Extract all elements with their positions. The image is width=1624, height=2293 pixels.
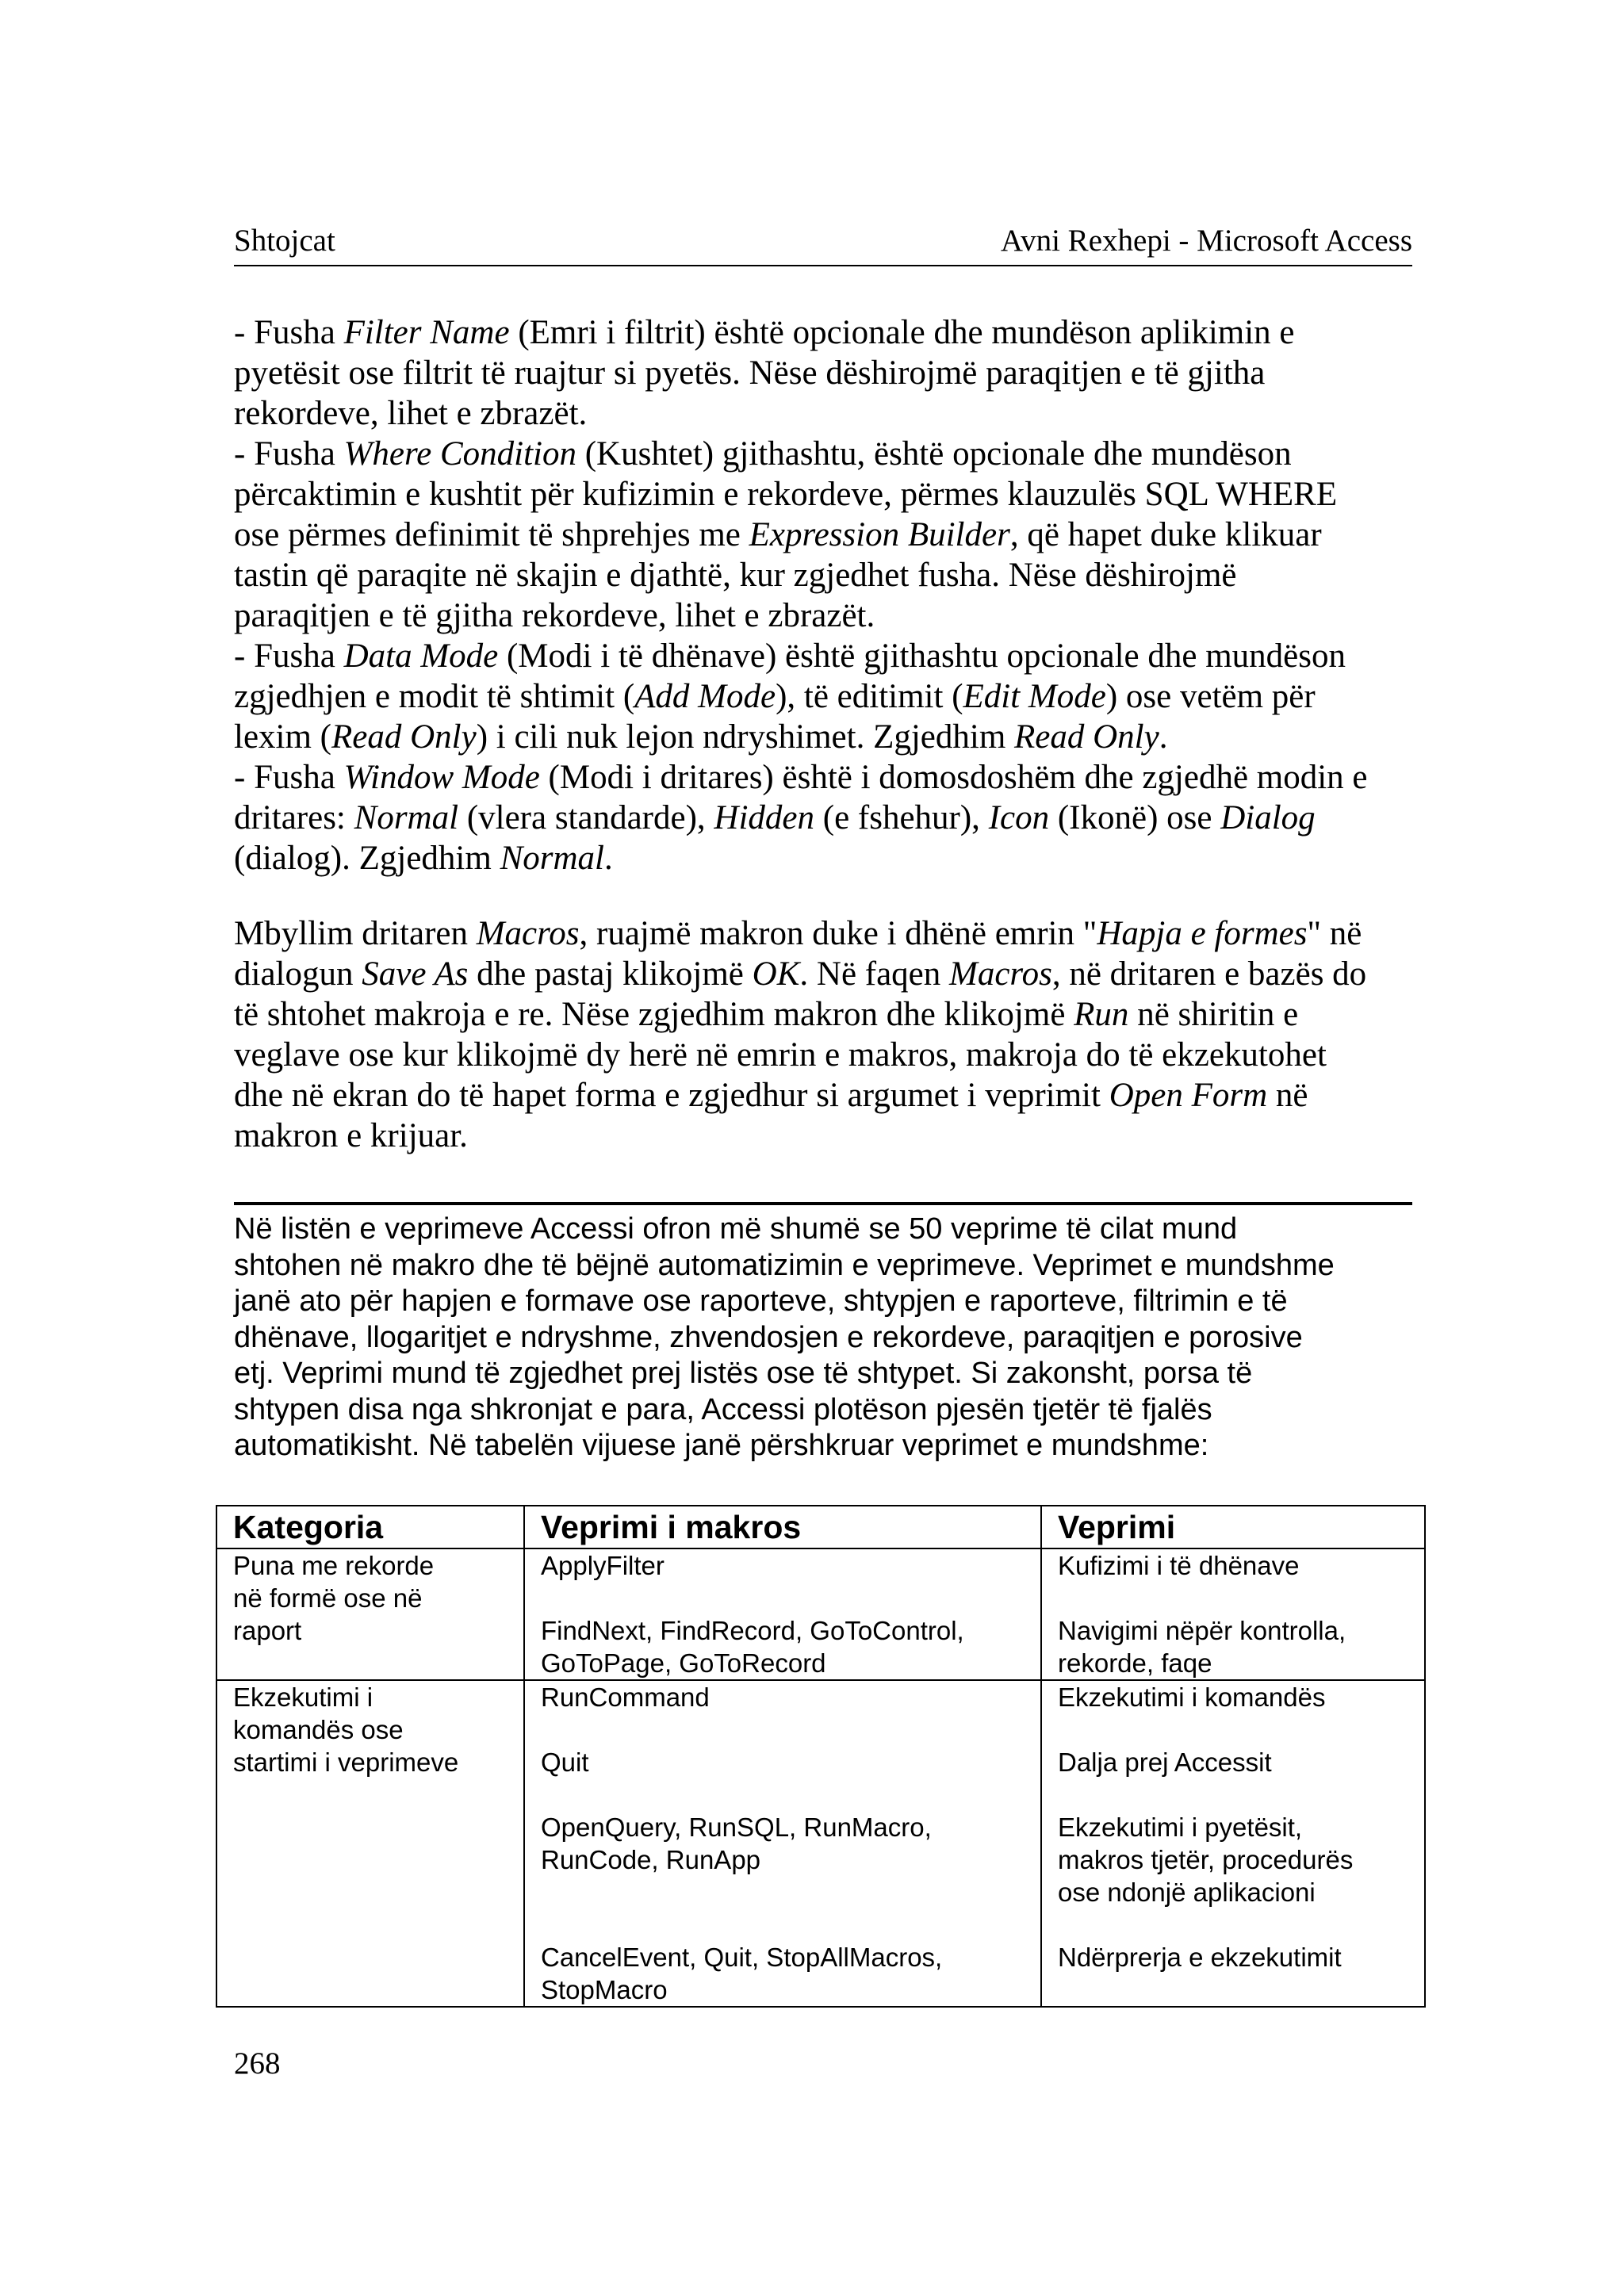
text-line: - Fusha Where Condition (Kushtet) gjithashtu, është opcionale dhe mundëson [234,435,1292,473]
text-line: makron e krijuar. [234,1117,468,1154]
table-row [216,1680,1425,2007]
cell-action-description: Kufizimi i të dhënave Navigimi nëpër kontrolla, rekorde, faqe [1041,1548,1425,1680]
cell-category: Ekzekutimi i komandës ose startimi i veprimeve [216,1680,524,2007]
text-line: lexim (Read Only) i cili nuk lejon ndryshimet. Zgjedhim Read Only. [234,718,1168,756]
note-actions-list [234,1212,1423,1464]
text-line: etj. Veprimi mund të zgjedhet prej listës ose të shtypet. Si zakonsht, porsa të [234,1357,1253,1390]
text-line: të shtohet makroja e re. Nëse zgjedhim makron dhe klikojmë Run në shiritin e [234,996,1299,1033]
text-line: pyetësit ose filtrit të ruajtur si pyetës. Nëse dëshirojmë paraqitjen e të gjitha [234,354,1266,392]
text-line: automatikisht. Në tabelën vijuese janë përshkruar veprimet e mundshme: [234,1429,1209,1462]
text-line: - Fusha Filter Name (Emri i filtrit) është opcionale dhe mundëson aplikimin e [234,314,1295,351]
text-line: (dialog). Zgjedhim Normal. [234,840,613,877]
cell-category: Puna me rekorde në formë ose në raport [216,1548,524,1680]
cell-macro-actions: ApplyFilter FindNext, FindRecord, GoToControl, GoToPage, GoToRecord [524,1548,1041,1680]
table-row [216,1548,1425,1680]
text-line: veglave ose kur klikojmë dy herë në emrin e makros, makroja do të ekzekutohet [234,1036,1327,1074]
text-line: ose përmes definimit të shprehjes me Expression Builder, që hapet duke klikuar [234,516,1322,553]
text-line: paraqitjen e të gjitha rekordeve, lihet e zbrazët. [234,597,875,634]
macro-actions-table [216,1505,1426,2008]
page-number: 268 [234,2046,281,2081]
cell-macro-actions: RunCommand Quit OpenQuery, RunSQL, RunMacro, RunCode, RunApp CancelEvent, Quit, StopAllMacros, StopMacro [524,1680,1041,2007]
text-line: janë ato për hapjen e formave ose raporteve, shtypjen e raporteve, filtrimin e të [234,1284,1288,1318]
table-header-row [216,1506,1425,1548]
text-line: - Fusha Window Mode (Modi i dritares) është i domosdoshëm dhe zgjedhë modin e [234,759,1368,796]
section-divider [234,1202,1412,1205]
header-category: Kategoria [216,1506,524,1548]
text-line: Në listën e veprimeve Accessi ofron më shumë se 50 veprime të cilat mund [234,1212,1238,1246]
text-line: shtypen disa nga shkronjat e para, Accessi plotëson pjesën tjetër të fjalës [234,1392,1212,1426]
paragraph-save-macro [234,913,1423,1156]
text-line: - Fusha Data Mode (Modi i të dhënave) është gjithashtu opcionale dhe mundëson [234,637,1346,675]
text-line: përcaktimin e kushtit për kufizimin e rekordeve, përmes klauzulës SQL WHERE [234,476,1338,513]
text-line: Mbyllim dritaren Macros, ruajmë makron duke i dhënë emrin "Hapja e formes" në [234,915,1362,952]
header-action: Veprimi [1041,1506,1425,1548]
header-macro-action: Veprimi i makros [524,1506,1041,1548]
text-line: dhënave, llogaritjet e ndryshme, zhvendosjen e rekordeve, paraqitjen e porosive [234,1320,1303,1354]
text-line: tastin që paraqite në skajin e djathtë, kur zgjedhet fusha. Nëse dëshirojmë [234,557,1237,594]
text-line: zgjedhjen e modit të shtimit (Add Mode), të editimit (Edit Mode) ose vetëm për [234,678,1316,715]
text-line: rekordeve, lihet e zbrazët. [234,395,588,432]
cell-action-description: Ekzekutimi i komandës Dalja prej Accessit Ekzekutimi i pyetësit, makros tjetër, procedurës ose ndonjë aplikacioni Ndërprerja e ekzekutimit [1041,1680,1425,2007]
paragraph-form-options [234,312,1423,879]
text-line: dritares: Normal (vlera standarde), Hidden (e fshehur), Icon (Ikonë) ose Dialog [234,799,1316,836]
text-line: dhe në ekran do të hapet forma e zgjedhur si argumet i veprimit Open Form në [234,1077,1308,1114]
header-book-title: Avni Rexhepi - Microsoft Access [1000,224,1412,258]
running-header [234,224,1412,266]
text-line: shtohen në makro dhe të bëjnë automatizimin e veprimeve. Veprimet e mundshme [234,1248,1335,1282]
text-line: dialogun Save As dhe pastaj klikojmë OK. Në faqen Macros, në dritaren e bazës do [234,955,1367,993]
header-section-title: Shtojcat [234,224,335,258]
